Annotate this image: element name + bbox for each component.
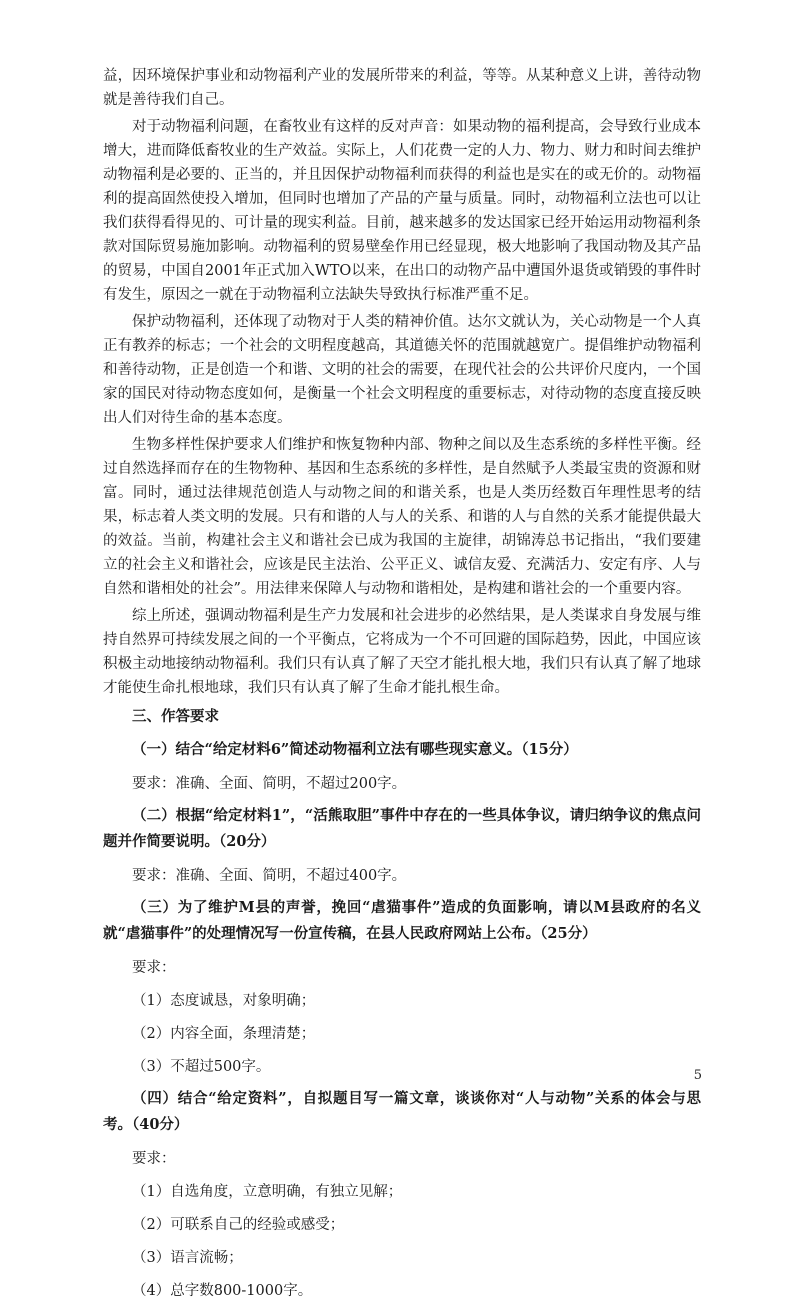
paragraph-livestock: 对于动物福利问题，在畜牧业有这样的反对声音：如果动物的福利提高，会导致行业成本增大，进而降低畜牧业的生产效益。实际上，人们花费一定的人力、物力、财力和时间去维护动物福利是必要的、正当的，并且因保护动物福利而获得的利益也是实在的或无价的。动物福利的提高固然使投入增加，但同时也增加了产品的产量与质量。同时，动物福利立法也可以让我们获得看得见的、可计量的现实利益。目前，越来越多的发达国家已经开始运用动物福利条款对国际贸易施加影响。动物福利的贸易壁垒作用已经显现，极大地影响了我国动物及其产品的贸易，中国自2001年正式加入WTO以来，在出口的动物产品中遭国外退货或销毁的事件时有发生，原因之一就在于动物福利立法缺失导致执行标准严重不足。	[103, 119, 701, 303]
question-3-requirement: 要求：	[132, 960, 176, 976]
question-3-item: （2）内容全面，条理清楚；	[132, 1026, 316, 1042]
question-3-item: （3）不超过500字。	[132, 1059, 271, 1075]
question-4-item: （4）总字数800-1000字。	[132, 1283, 313, 1299]
page-number: 5	[693, 1068, 702, 1083]
document-page	[103, 64, 701, 1303]
question-2-requirement: 要求：准确、全面、简明，不超过400字。	[132, 868, 407, 884]
question-4-title: （四）结合“给定资料”，自拟题目写一篇文章，谈谈你对“人与动物”关系的体会与思考。（40分）	[103, 1090, 701, 1133]
question-4-item: （1）自选角度，立意明确，有独立见解；	[132, 1184, 403, 1200]
question-4-item: （3）语言流畅；	[132, 1250, 243, 1266]
paragraph-continued: 益，因环境保护事业和动物福利产业的发展所带来的利益，等等。从某种意义上讲，善待动物就是善待我们自己。	[103, 68, 701, 108]
paragraph-conclusion: 综上所述，强调动物福利是生产力发展和社会进步的必然结果，是人类谋求自身发展与维持自然界可持续发展之间的一个平衡点，它将成为一个不可回避的国际趋势，因此，中国应该积极主动地接纳动物福利。我们只有认真了解了天空才能扎根大地，我们只有认真了解了地球才能使生命扎根地球，我们只有认真了解了生命才能扎根生命。	[103, 608, 701, 696]
question-4-item: （2）可联系自己的经验或感受；	[132, 1217, 345, 1233]
question-2-title: （二）根据“给定材料1”，“活熊取胆”事件中存在的一些具体争议，请归纳争议的焦点问题并作简要说明。（20分）	[103, 807, 701, 850]
paragraph-spiritual-value: 保护动物福利，还体现了动物对于人类的精神价值。达尔文就认为，关心动物是一个人真正有教养的标志；一个社会的文明程度越高，其道德关怀的范围就越宽广。提倡维护动物福利和善待动物，正是创造一个和谐、文明的社会的需要，在现代社会的公共评价尺度内，一个国家的国民对待动物态度如何，是衡量一个社会文明程度的重要标志，对待动物的态度直接反映出人们对待生命的基本态度。	[103, 314, 701, 426]
section-title: 三、作答要求	[132, 708, 219, 725]
question-4-requirement: 要求：	[132, 1151, 176, 1167]
question-3-item: （1）态度诚恳，对象明确；	[132, 993, 316, 1009]
question-1-title: （一）结合“给定材料6”简述动物福利立法有哪些现实意义。（15分）	[132, 741, 578, 758]
question-1-requirement: 要求：准确、全面、简明，不超过200字。	[132, 776, 407, 792]
paragraph-biodiversity: 生物多样性保护要求人们维护和恢复物种内部、物种之间以及生态系统的多样性平衡。经过自然选择而存在的生物物种、基因和生态系统的多样性，是自然赋予人类最宝贵的资源和财富。同时，通过法律规范创造人与动物之间的和谐关系，也是人类历经数百年理性思考的结果，标志着人类文明的发展。只有和谐的人与人的关系、和谐的人与自然的关系才能提供最大的效益。当前，构建社会主义和谐社会已成为我国的主旋律，胡锦涛总书记指出，“我们要建立的社会主义和谐社会，应该是民主法治、公平正义、诚信友爱、充满活力、安定有序、人与自然和谐相处的社会”。用法律来保障人与动物和谐相处，是构建和谐社会的一个重要内容。	[103, 437, 701, 597]
question-3-title: （三）为了维护M县的声誉，挽回“虐猫事件”造成的负面影响，请以M县政府的名义就“虐猫事件”的处理情况写一份宣传稿，在县人民政府网站上公布。（25分）	[103, 899, 701, 942]
